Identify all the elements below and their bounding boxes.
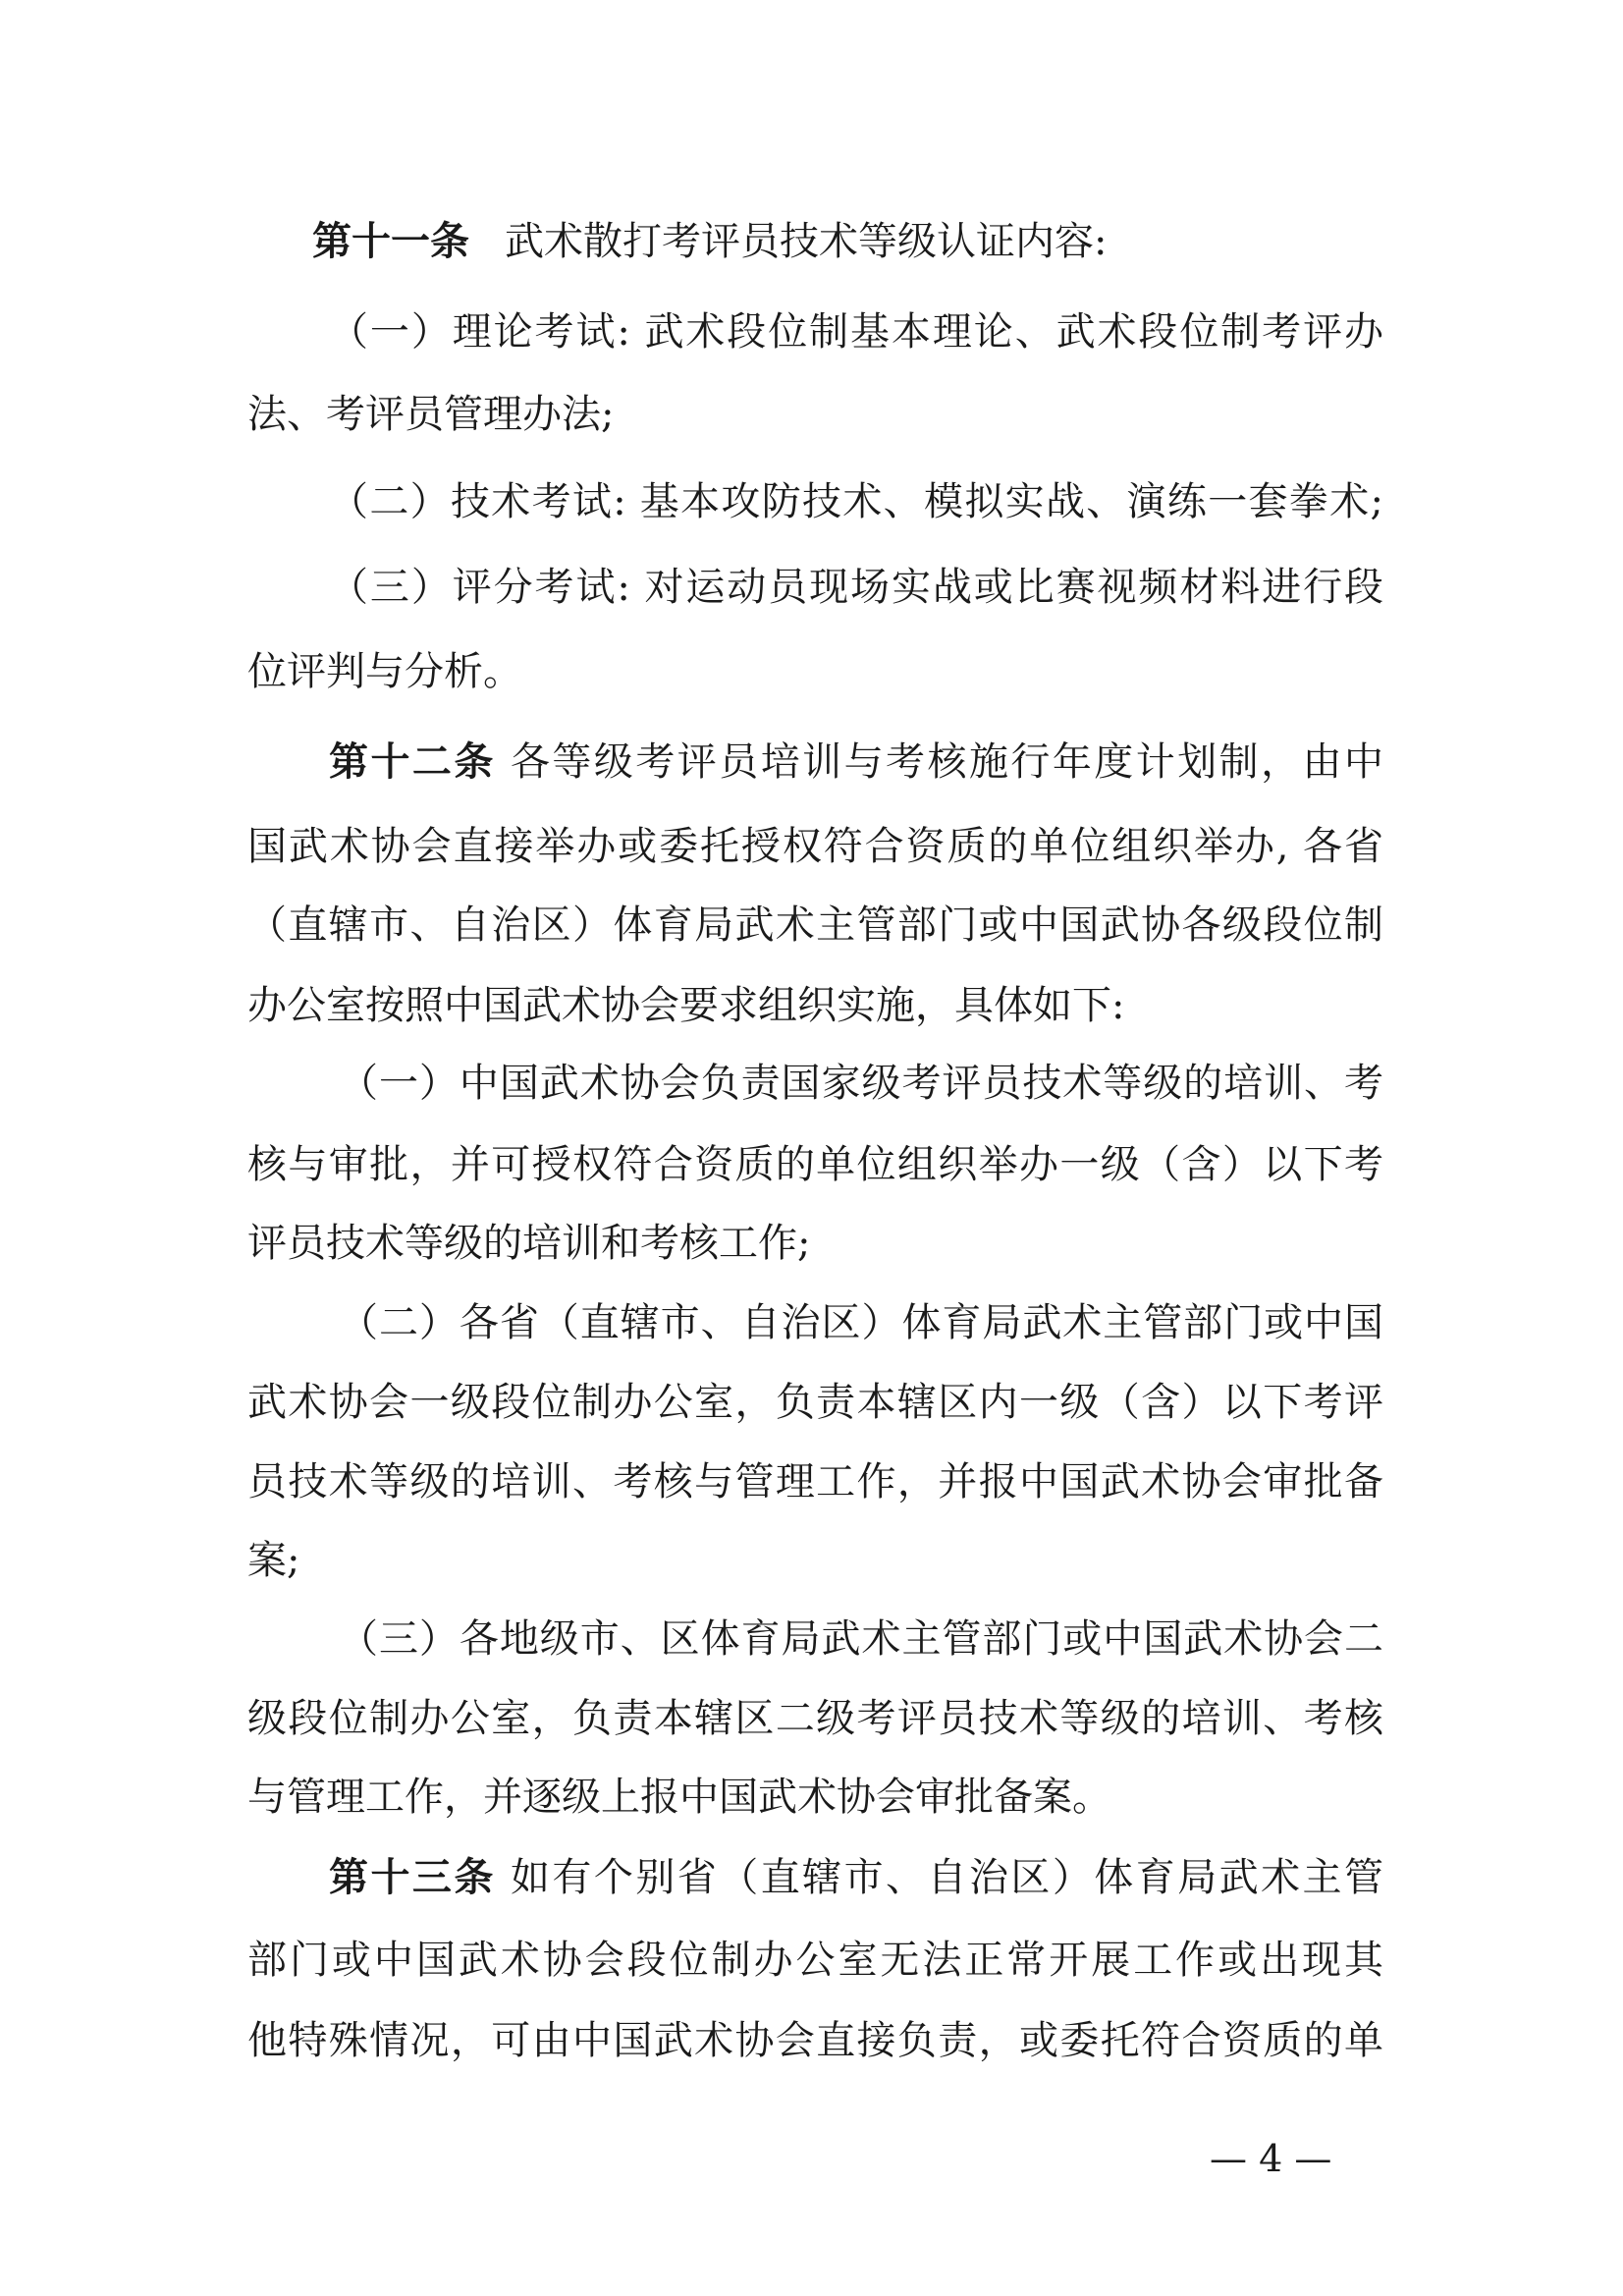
article-13-label: 第十三条 (329, 1854, 496, 1900)
article-11-lead: 武术散打考评员技术等级认证内容: (505, 219, 1108, 264)
article-12-label: 第十二条 (329, 738, 496, 785)
article-12-line-1 (329, 738, 1383, 786)
page-number: — 4 — (1210, 2137, 1332, 2180)
article-12-line-3: （直辖市、自治区）体育局武术主管部门或中国武协各级段位制 (247, 902, 1383, 948)
article-12-item-3-line-3: 与管理工作，并逐级上报中国武术协会审批备案。 (247, 1775, 1111, 1820)
article-11-label: 第十一条 (312, 218, 469, 264)
article-12-item-1-line-3: 评员技术等级的培训和考核工作; (247, 1221, 811, 1266)
article-12-item-2-line-2: 武术协会一级段位制办公室，负责本辖区内一级（含）以下考评 (247, 1380, 1383, 1425)
article-12-line-4: 办公室按照中国武术协会要求组织实施，具体如下: (247, 983, 1125, 1028)
article-13-line-3: 他特殊情况，可由中国武术协会直接负责，或委托符合资质的单 (247, 2018, 1383, 2063)
article-12-item-2-line-3: 员技术等级的培训、考核与管理工作，并报中国武术协会审批备 (247, 1459, 1383, 1504)
article-11-item-1-line-1: （一）理论考试: 武术段位制基本理论、武术段位制考评办 (329, 309, 1383, 355)
article-13-line-2: 部门或中国武术协会段位制办公室无法正常开展工作或出现其 (247, 1938, 1383, 1983)
article-12-line-2: 国武术协会直接举办或委托授权符合资质的单位组织举办, 各省 (247, 824, 1383, 869)
article-11-line-1 (312, 218, 1107, 265)
article-12-item-1-line-2: 核与审批，并可授权符合资质的单位组织举办一级（含）以下考 (247, 1142, 1383, 1187)
article-11-item-3-line-1: （三）评分考试: 对运动员现场实战或比赛视频材料进行段 (329, 565, 1383, 610)
article-12-item-3-line-2: 级段位制办公室，负责本辖区二级考评员技术等级的培训、考核 (247, 1696, 1383, 1741)
article-12-item-1-line-1: （一）中国武术协会负责国家级考评员技术等级的培训、考 (339, 1061, 1383, 1106)
article-11-item-1-line-2: 法、考评员管理办法; (247, 392, 615, 437)
article-13-lead: 如有个别省（直辖市、自治区）体育局武术主管 (510, 1855, 1384, 1900)
article-11-item-3-line-2: 位评判与分析。 (247, 649, 522, 694)
article-12-item-2-line-1: （二）各省（直辖市、自治区）体育局武术主管部门或中国 (339, 1300, 1383, 1345)
article-12-item-3-line-1: （三）各地级市、区体育局武术主管部门或中国武术协会二 (339, 1616, 1383, 1662)
article-13-line-1 (329, 1854, 1383, 1901)
article-12-lead: 各等级考评员培训与考核施行年度计划制，由中 (510, 739, 1384, 785)
article-12-item-2-line-4: 案; (247, 1538, 300, 1583)
article-11-item-2-line-1: （二）技术考试: 基本攻防技术、模拟实战、演练一套拳术; (329, 479, 1383, 524)
